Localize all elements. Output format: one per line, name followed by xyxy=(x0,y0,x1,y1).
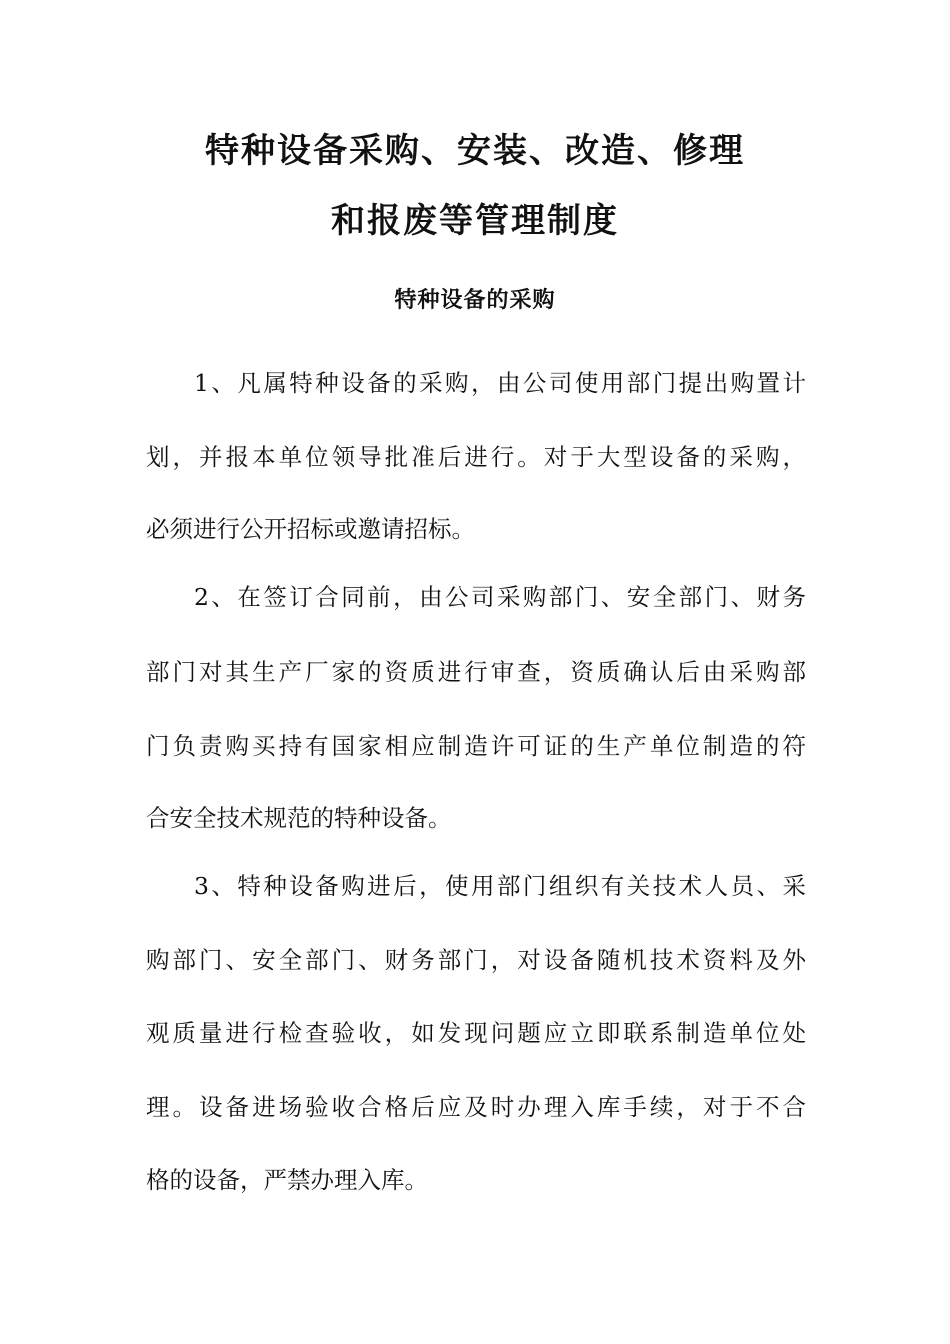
paragraph-1-line-2: 划，并报本单位领导批准后进行。对于大型设备的采购， xyxy=(146,443,806,471)
document-title-line-2: 和报废等管理制度 xyxy=(331,201,619,241)
paragraph-3-line-5: 格的设备，严禁办理入库。 xyxy=(146,1166,428,1194)
paragraph-2-line-3: 门负责购买持有国家相应制造许可证的生产单位制造的符 xyxy=(146,732,806,760)
document-title-line-1: 特种设备采购、安装、改造、修理 xyxy=(205,131,745,171)
paragraph-1-line-1: 1、凡属特种设备的采购，由公司使用部门提出购置计 xyxy=(194,369,806,397)
paragraph-3-line-3: 观质量进行检查验收，如发现问题应立即联系制造单位处 xyxy=(146,1019,806,1047)
paragraph-2-line-4: 合安全技术规范的特种设备。 xyxy=(146,804,452,832)
paragraph-2-line-2: 部门对其生产厂家的资质进行审查，资质确认后由采购部 xyxy=(146,658,806,686)
paragraph-3-line-4: 理。设备进场验收合格后应及时办理入库手续，对于不合 xyxy=(146,1093,806,1121)
section-heading: 特种设备的采购 xyxy=(394,288,556,313)
paragraph-3-line-2: 购部门、安全部门、财务部门，对设备随机技术资料及外 xyxy=(146,946,806,974)
paragraph-2-line-1: 2、在签订合同前，由公司采购部门、安全部门、财务 xyxy=(194,583,806,611)
paragraph-1-line-3: 必须进行公开招标或邀请招标。 xyxy=(146,515,475,543)
paragraph-3-line-1: 3、特种设备购进后，使用部门组织有关技术人员、采 xyxy=(194,872,806,900)
